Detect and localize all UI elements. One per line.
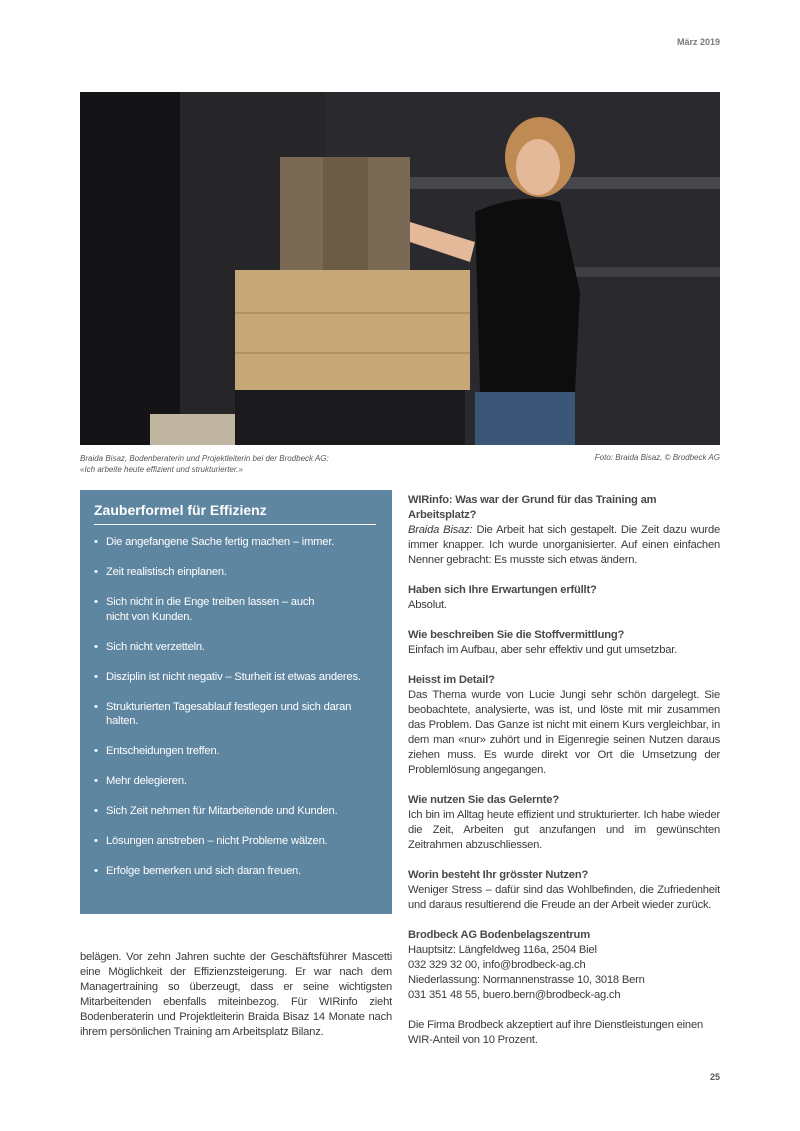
list-item: • Disziplin ist nicht negativ – Sturheit ist etwas anderes. [94, 670, 361, 685]
contact-line[interactable]: 032 329 32 00, info@brodbeck-ag.ch [408, 959, 586, 971]
question: Wie nutzen Sie das Gelernte? [408, 794, 559, 806]
list-item: • Die angefangene Sache fertig machen – immer. [94, 535, 378, 550]
question: Heisst im Detail? [408, 674, 495, 686]
list-item: • Lösungen anstreben – nicht Probleme wälzen. [94, 834, 378, 849]
list-item: • Erfolge bemerken und sich daran freuen. [94, 864, 378, 879]
list-item: • Sich nicht verzetteln. [94, 640, 378, 655]
list-item: • Strukturierten Tagesablauf festlegen und sich daran halten. [94, 700, 371, 729]
contact-line[interactable]: 031 351 48 55, buero.bern@brodbeck-ag.ch [408, 989, 621, 1001]
list-item: • Sich Zeit nehmen für Mitarbeitende und Kunden. [94, 804, 378, 819]
interview-block [408, 673, 720, 778]
answer: Absolut. [408, 599, 447, 611]
intro-paragraph: belägen. Vor zehn Jahren suchte der Geschäftsführer Mascetti eine Möglichkeit der Effizienzsteigerung. Er war nach dem Managertraining so überzeugt, dass er seine wichtigsten Mitarbeitenden ebenfalls miteinbezog. Für WIRinfo zieht Bodenberaterin und Projektleiterin Braida Bisaz 14 Monate nach ihrem persönlichen Training am Arbeitsplatz Bilanz. [80, 951, 392, 1038]
interview-block [408, 493, 720, 568]
caption-line-1: Braida Bisaz, Bodenberaterin und Projektleiterin bei der Brodbeck AG: [80, 454, 329, 463]
list-item: • Mehr delegieren. [94, 774, 378, 789]
page-number: 25 [709, 1072, 720, 1082]
question: Wie beschreiben Sie die Stoffvermittlung? [408, 629, 625, 641]
speaker-name: Braida Bisaz: [408, 524, 473, 536]
interview-block [408, 868, 720, 913]
closing-note: Die Firma Brodbeck akzeptiert auf ihre Dienstleistungen einen WIR-Anteil von 10 Prozent. [408, 1019, 703, 1046]
issue-date: März 2019 [676, 37, 720, 47]
interview-column [408, 493, 720, 1048]
company-name: Brodbeck AG Bodenbelagszentrum [408, 929, 590, 941]
interview-block [408, 793, 720, 853]
answer: Weniger Stress – dafür sind das Wohlbefinden, die Zufriedenheit und daraus resultierend die Freude an der Arbeit wieder zurück. [408, 884, 720, 911]
sidebox-list [94, 535, 378, 879]
interview-block [408, 628, 720, 658]
caption-line-2: «Ich arbeite heute effizient und strukturierter.» [80, 465, 243, 474]
answer: Ich bin im Alltag heute effizient und strukturierter. Ich habe wieder die Zeit, Arbeiten gut anzufangen und im gewünschten Zeitrahmen abzuschliessen. [408, 809, 720, 851]
question: WIRinfo: Was war der Grund für das Training am Arbeitsplatz? [408, 494, 657, 521]
photo-caption [80, 453, 420, 475]
contact-line: Niederlassung: Normannenstrasse 10, 3018 Bern [408, 974, 645, 986]
answer: Einfach im Aufbau, aber sehr effektiv und gut umsetzbar. [408, 644, 678, 656]
photo-illustration [80, 92, 720, 445]
question: Worin besteht Ihr grösster Nutzen? [408, 869, 589, 881]
sidebox-title: Zauberformel für Effizienz [94, 502, 376, 525]
contact-line: Hauptsitz: Längfeldweg 116a, 2504 Biel [408, 944, 597, 956]
contact-block [408, 928, 720, 1003]
answer: Das Thema wurde von Lucie Jungi sehr schön dargelegt. Sie beobachtete, analysierte, was ist, und löste mit mir zusammen das Problem. Das Ganze ist nicht mit einem Kurs vergleichbar, in dem man «nur» zuhört und in Eigenregie seinen Nutzen daraus ziehen muss. Es wurde direkt vor Ort die Umsetzung der Problemlösung angegangen. [408, 689, 720, 776]
list-item: • Sich nicht in die Enge treiben lassen – auch nicht von Kunden. [94, 595, 336, 624]
efficiency-sidebox [80, 490, 392, 914]
photo-credit: Foto: Braida Bisaz, © Brodbeck AG [594, 453, 720, 462]
list-item: • Zeit realistisch einplanen. [94, 565, 378, 580]
answer-text: Die Arbeit hat sich gestapelt. Die Zeit dazu wurde immer knapper. Ich wurde unorganisierter. Auf einen einfachen Nenner gebracht: Es musste sich etwas ändern. [408, 524, 721, 566]
interview-block [408, 583, 720, 613]
answer [408, 523, 720, 568]
article-photo [80, 92, 720, 445]
question: Haben sich Ihre Erwartungen erfüllt? [408, 584, 597, 596]
list-item: • Entscheidungen treffen. [94, 744, 378, 759]
